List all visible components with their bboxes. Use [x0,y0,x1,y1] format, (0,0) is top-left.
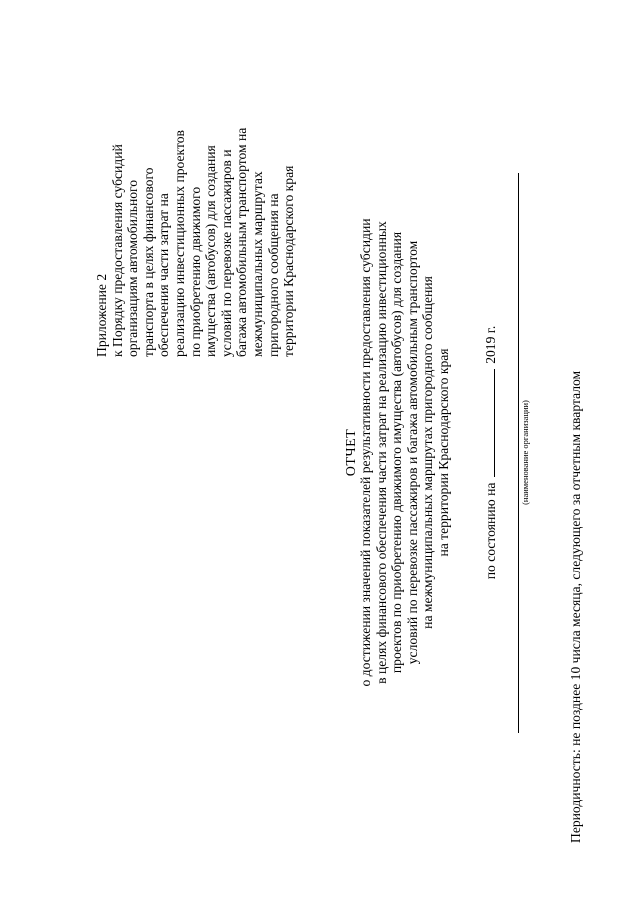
report-subject: о достижении значений показателей результативности предоставления субсидии в целях финансового обеспечения части затрат на реализацию инвестиционных проектов по приобретению движимого имущества (автобусов) для создания условий по перевозке пассажиров и багажа автомобильным транспортом на межмуниципальных маршрутах пригородного сообщения на территории Краснодарского края [358,218,451,687]
date-prefix: по состоянию на [483,482,498,580]
organization-name-caption: (наименование организации) [520,400,530,505]
appendix-header: Приложение 2 к Порядку предоставления субсидий организациям автомобильного транспорта в целях финансового обеспечения части затрат на реализацию инвестиционных проектов по приобретению движимого имущества (автобусов) для создания условий по перевозке пассажиров и багажа автомобильным транспортом на межмуниципальных маршрутах пригородного сообщения на территории Краснодарского края [94,127,297,357]
periodicity-note: Периодичность: не позднее 10 числа месяца, следующего за отчетным кварталом [568,370,583,843]
report-title: ОТЧЕТ [344,428,359,477]
date-suffix: 2019 г. [483,325,498,364]
report-date-line [482,0,499,905]
date-blank-field [482,369,495,477]
organization-name-line [518,173,519,733]
